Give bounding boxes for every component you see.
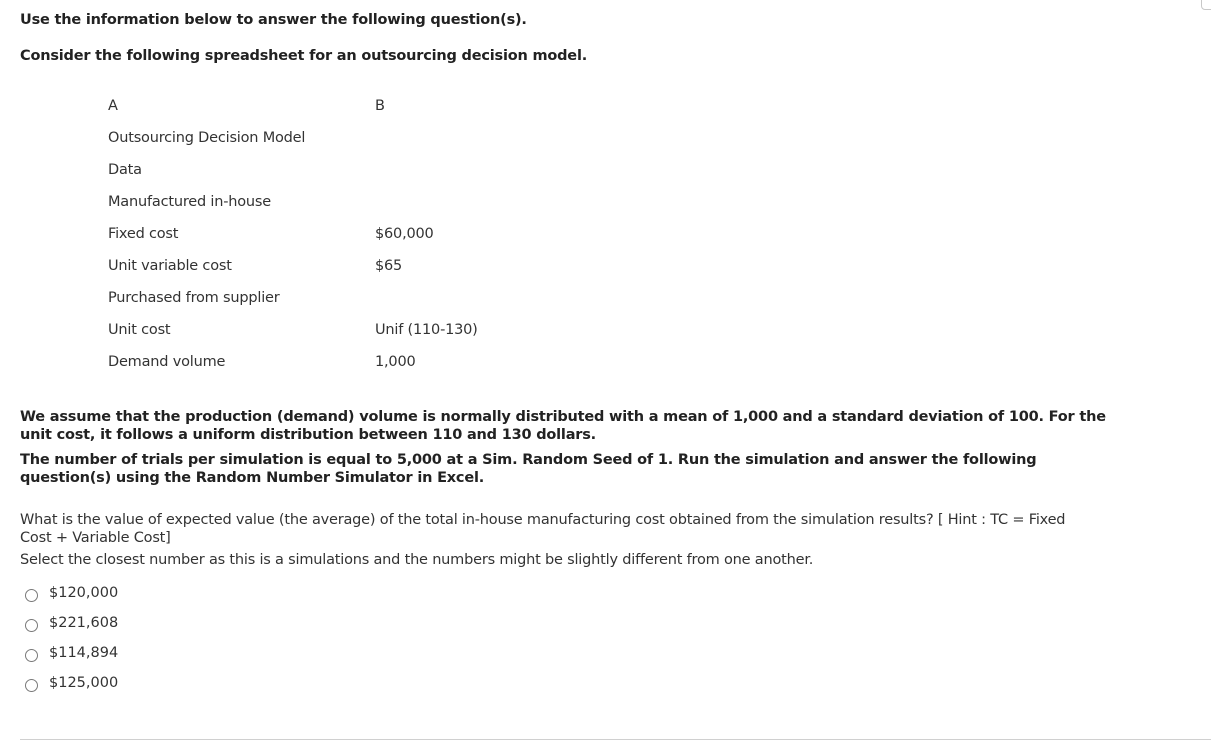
cell-a: Data xyxy=(108,162,142,178)
assumption-distribution: We assume that the production (demand) volume is normally distributed with a mean of 1,000 and a standard deviation of 100. For the unit cost, it follows a uniform distribution between 110 and 130 dollars. xyxy=(20,409,1106,443)
sheet-row xyxy=(108,186,608,218)
sheet-row xyxy=(108,250,608,282)
cell-b: B xyxy=(375,98,385,114)
cell-a: Demand volume xyxy=(108,354,226,370)
question-text: What is the value of expected value (the average) of the total in-house manufacturing cost obtained from the simulation results? [ Hint : TC = Fixed Cost + Variable Cost] xyxy=(20,512,1066,546)
cell-b: $60,000 xyxy=(375,226,434,242)
cell-a: Manufactured in-house xyxy=(108,194,271,210)
cell-a: Unit variable cost xyxy=(108,258,232,274)
option-label: $125,000 xyxy=(49,675,119,691)
sheet-row xyxy=(108,122,608,154)
option-label: $114,894 xyxy=(49,645,119,661)
spreadsheet-table xyxy=(108,90,608,378)
question-instruction: Select the closest number as this is a simulations and the numbers might be slightly different from one another. xyxy=(20,552,814,568)
cell-a: Outsourcing Decision Model xyxy=(108,130,306,146)
sheet-row xyxy=(108,90,608,122)
cell-a: Fixed cost xyxy=(108,226,179,242)
answer-option[interactable] xyxy=(25,578,118,608)
cell-b: 1,000 xyxy=(375,354,416,370)
cell-b: $65 xyxy=(375,258,403,274)
answer-option[interactable] xyxy=(25,638,118,668)
radio-button[interactable] xyxy=(25,619,38,632)
sheet-row xyxy=(108,218,608,250)
sheet-row xyxy=(108,346,608,378)
radio-button[interactable] xyxy=(25,589,38,602)
sheet-row xyxy=(108,282,608,314)
assumption-simulation: The number of trials per simulation is equal to 5,000 at a Sim. Random Seed of 1. Run the simulation and answer the following question(s) using the Random Number Simulator in Excel. xyxy=(20,452,1037,486)
option-label: $120,000 xyxy=(49,585,119,601)
radio-button[interactable] xyxy=(25,679,38,692)
cell-b: Unif (110-130) xyxy=(375,322,478,338)
sheet-row xyxy=(108,314,608,346)
intro-context: Consider the following spreadsheet for an outsourcing decision model. xyxy=(20,48,588,64)
cell-a: Unit cost xyxy=(108,322,171,338)
cell-a: A xyxy=(108,98,118,114)
option-label: $221,608 xyxy=(49,615,119,631)
radio-button[interactable] xyxy=(25,649,38,662)
intro-instruction: Use the information below to answer the following question(s). xyxy=(20,12,527,28)
bottom-divider xyxy=(20,739,1211,740)
corner-tab xyxy=(1201,0,1211,10)
answer-option[interactable] xyxy=(25,608,118,638)
sheet-row xyxy=(108,154,608,186)
answer-options xyxy=(25,578,118,698)
cell-a: Purchased from supplier xyxy=(108,290,280,306)
answer-option[interactable] xyxy=(25,668,118,698)
